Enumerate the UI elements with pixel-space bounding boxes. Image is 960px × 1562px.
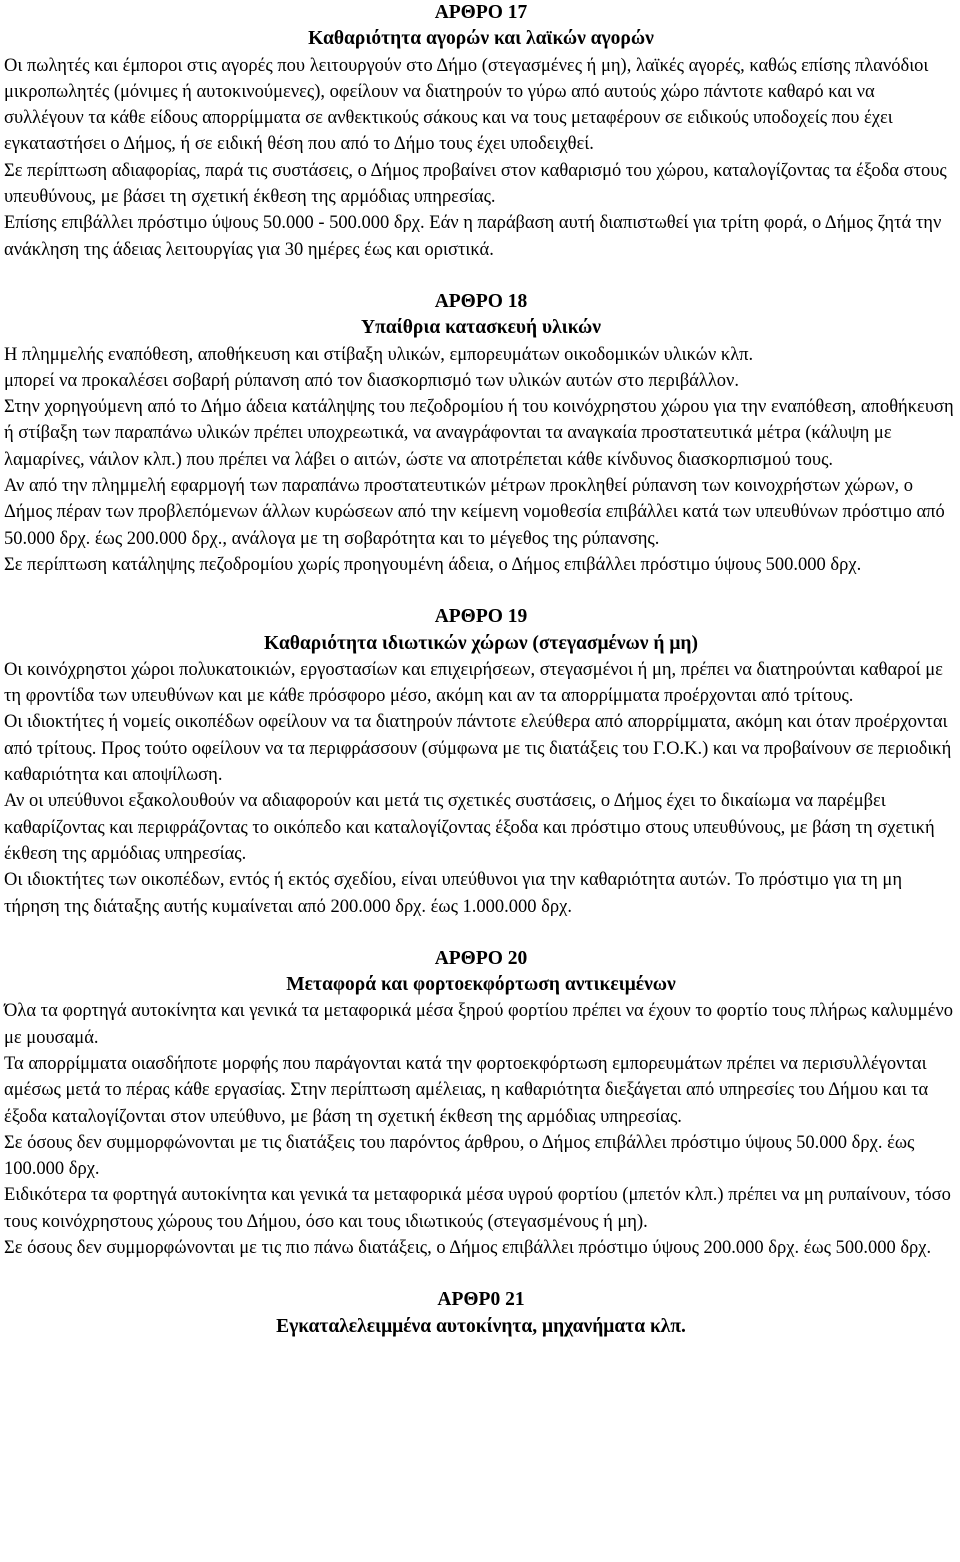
paragraph: Οι πωλητές και έμποροι στις αγορές που λειτουργούν στο Δήμο (στεγασμένες ή μη), λαϊκές αγορές, καθώς επίσης πλανόδιοι μικροπωλητές (μόνιμες ή αυτοκινούμενες), οφείλουν να διατηρούν το γύρω από αυτούς χώρο πάντοτε καθαρό και να συλλέγουν τα κάθε είδους απορρίμματα σε ανθεκτικούς σάκους και να τους μεταφέρουν σε ειδικούς υποδοχείς που έχει εγκαταστήσει ο Δήμος, ή σε ειδική θέση που από το Δήμο τους έχει υποδειχθεί. bbox=[4, 55, 929, 155]
article-number: ΑΡΘΡΟ 19 bbox=[434, 606, 528, 628]
paragraph: Σε περίπτωση κατάληψης πεζοδρομίου χωρίς προηγουμένη άδεια, ο Δήμος επιβάλλει πρόστιμο ύψους 500.000 δρχ. bbox=[4, 554, 862, 575]
paragraph: Όλα τα φορτηγά αυτοκίνητα και γενικά τα μεταφορικά μέσα ξηρού φορτίου πρέπει να έχουν το φορτίο τους πλήρως καλυμμένο με μουσαμά. bbox=[4, 1001, 953, 1048]
article-number: ΑΡΘΡΟ 20 bbox=[434, 947, 528, 969]
paragraph: Στην χορηγούμενη από το Δήμο άδεια κατάληψης του πεζοδρομίου ή του κοινόχρηστου χώρου για την εναπόθεση, αποθήκευση ή στίβαξη των παραπάνω υλικών πρέπει υποχρεωτικά, να αναγράφονται τα αναγκαία προστατευτικά μέτρα (κάλυψη με λαμαρίνες, νάιλον κλπ.) που πρέπει να λάβει ο αιτών, ώστε να αποτρέπεται κάθε κίνδυνος διασκορπισμού τους. bbox=[4, 397, 954, 470]
article-number: ΑΡΘΡ0 21 bbox=[437, 1289, 525, 1311]
paragraph: Σε περίπτωση αδιαφορίας, παρά τις συστάσεις, ο Δήμος προβαίνει στον καθαρισμό του χώρου, καταλογίζοντας τα έξοδα στους υπευθύνους, με βάσει τη σχετική έκθεση της αρμόδιας υπηρεσίας. bbox=[4, 160, 947, 208]
article-title: Εγκαταλελειμμένα αυτοκίνητα, μηχανήματα κλπ. bbox=[276, 1315, 686, 1337]
article-number: ΑΡΘΡΟ 18 bbox=[434, 290, 528, 312]
article-title: Υπαίθρια κατασκευή υλικών bbox=[361, 317, 601, 339]
article-18 bbox=[4, 289, 958, 578]
article-title: Καθαριότητα αγορών και λαϊκών αγορών bbox=[308, 28, 654, 50]
paragraph: Οι ιδιοκτήτες ή νομείς οικοπέδων οφείλουν να τα διατηρούν πάντοτε ελεύθερα από απορρίμματα, ακόμη και όταν προέρχονται από τρίτους. Προς τούτο οφείλουν να τα περιφράσσουν (σύμφωνα με τις διατάξεις του Γ.Ο.Κ.) και να προβαίνουν σε περιοδική καθαριότητα και αποψίλωση. bbox=[4, 712, 952, 786]
document-page bbox=[4, 0, 958, 1340]
paragraph: Η πλημμελής εναπόθεση, αποθήκευση και στίβαξη υλικών, εμπορευμάτων οικοδομικών υλικών κλπ. bbox=[4, 344, 754, 365]
paragraph: μπορεί να προκαλέσει σοβαρή ρύπανση από τον διασκορπισμό των υλικών αυτών στο περιβάλλον. bbox=[4, 370, 740, 391]
article-number: ΑΡΘΡΟ 17 bbox=[434, 2, 528, 23]
paragraph: Οι ιδιοκτήτες των οικοπέδων, εντός ή εκτός σχεδίου, είναι υπεύθυνοι για την καθαριότητα αυτών. Το πρόστιμο για τη μη τήρηση της διάταξης αυτής κυμαίνεται από 200.000 δρχ. έως 1.000.000 δρχ. bbox=[4, 870, 902, 917]
article-21 bbox=[4, 1287, 958, 1340]
article-20 bbox=[4, 946, 958, 1262]
article-title: Καθαριότητα ιδιωτικών χώρων (στεγασμένων ή μη) bbox=[264, 632, 698, 654]
article-19 bbox=[4, 604, 958, 920]
paragraph: Οι κοινόχρηστοι χώροι πολυκατοικιών, εργοστασίων και επιχειρήσεων, στεγασμένοι ή μη, πρέπει να διατηρούνται καθαροί με τη φροντίδα των υπευθύνων και με κάθε πρόσφορο μέσο, ακόμη και αν τα απορρίμματα προέρχονται από τρίτους. bbox=[4, 659, 943, 707]
paragraph: Τα απορρίμματα οιασδήποτε μορφής που παράγονται κατά την φορτοεκφόρτωση εμπορευμάτων πρέπει να περισυλλέγονται αμέσως μετά το πέρας κάθε εργασίας. Στην περίπτωση αμέλειας, η καθαριότητα διεξάγεται από υπηρεσίες του Δήμου και τα έξοδα καταλογίζονται στον υπεύθυνο, με βάση τη σχετική έκθεση της αρμόδιας υπηρεσίας. bbox=[4, 1053, 929, 1127]
paragraph: Σε όσους δεν συμμορφώνονται με τις πιο πάνω διατάξεις, ο Δήμος επιβάλλει πρόστιμο ύψους 200.000 δρχ. έως 500.000 δρχ. bbox=[4, 1238, 932, 1259]
paragraph: Σε όσους δεν συμμορφώνονται με τις διατάξεις του παρόντος άρθρου, ο Δήμος επιβάλλει πρόστιμο ύψους 50.000 δρχ. έως 100.000 δρχ. bbox=[4, 1132, 915, 1180]
paragraph: Αν οι υπεύθυνοι εξακολουθούν να αδιαφορούν και μετά τις σχετικές συστάσεις, ο Δήμος έχει το δικαίωμα να παρέμβει καθαρίζοντας και περιφράζοντας το οικόπεδο και καταλογίζοντας έξοδα και πρόστιμο στους υπευθύνους, με βάση τη σχετική έκθεση της αρμόδιας υπηρεσίας. bbox=[4, 791, 935, 864]
article-title: Μεταφορά και φορτοεκφόρτωση αντικειμένων bbox=[286, 974, 676, 996]
article-17 bbox=[4, 0, 958, 263]
paragraph: Ειδικότερα τα φορτηγά αυτοκίνητα και γενικά τα μεταφορικά μέσα υγρού φορτίου (μπετόν κλπ.) πρέπει να μη ρυπαίνουν, τόσο τους κοινόχρηστους χώρους του Δήμου, όσο και τους ιδιωτικούς (στεγασμένους ή μη). bbox=[4, 1185, 951, 1232]
paragraph: Αν από την πλημμελή εφαρμογή των παραπάνω προστατευτικών μέτρων προκληθεί ρύπανση των κοινοχρήστων χώρων, ο Δήμος πέραν των προβλεπόμενων άλλων κυρώσεων από την κείμενη νομοθεσία επιβάλλει κατά των υπευθύνων πρόστιμο από 50.000 δρχ. έως 200.000 δρχ., ανάλογα με τη σοβαρότητα και το μέγεθος της ρύπανσης. bbox=[4, 476, 945, 549]
paragraph: Επίσης επιβάλλει πρόστιμο ύψους 50.000 - 500.000 δρχ. Εάν η παράβαση αυτή διαπιστωθεί για τρίτη φορά, ο Δήμος ζητά την ανάκληση της άδειας λειτουργίας για 30 ημέρες έως και οριστικά. bbox=[4, 213, 942, 260]
